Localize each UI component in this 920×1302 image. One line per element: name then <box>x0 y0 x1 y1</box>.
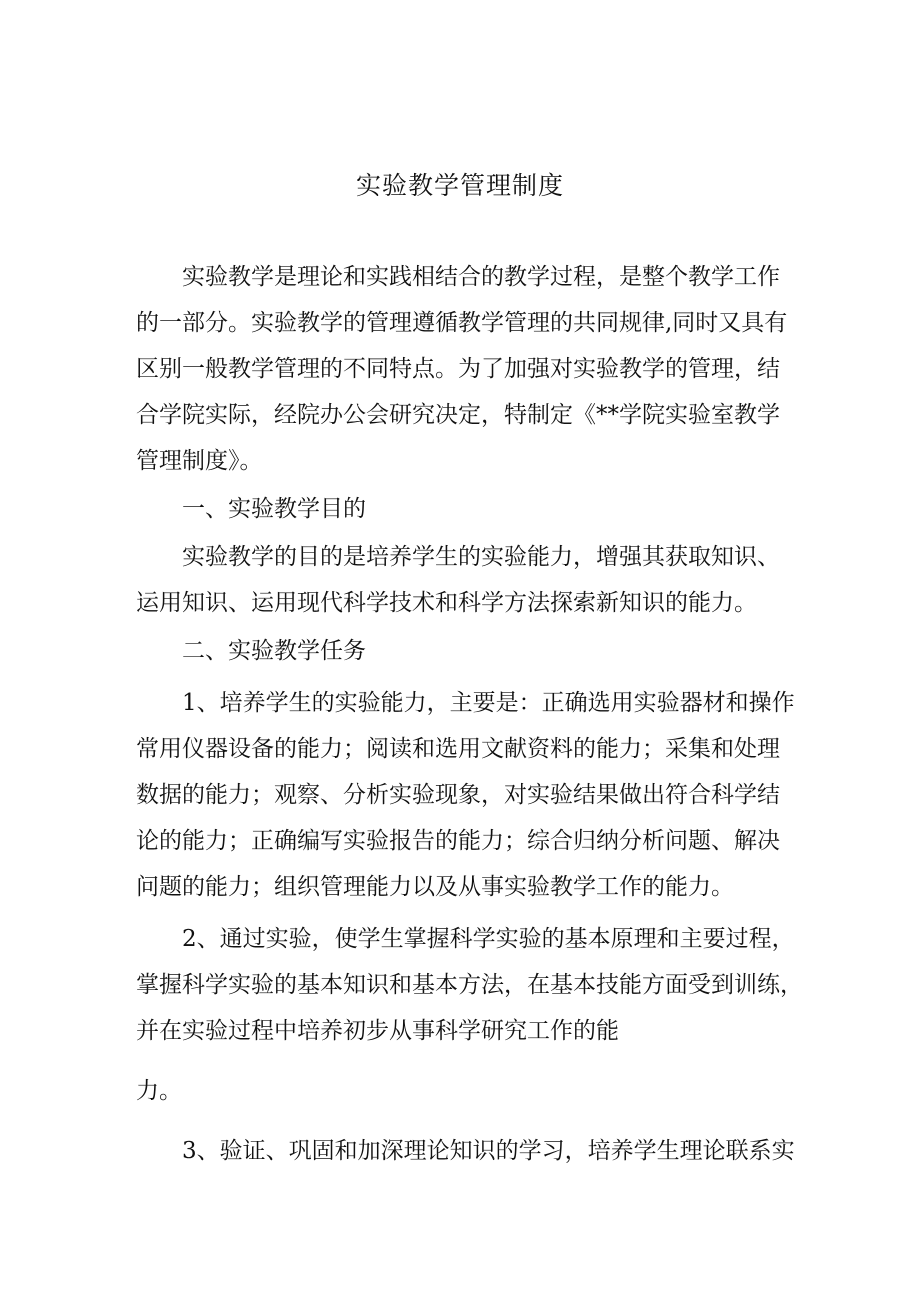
paragraph-line: 管理制度》。 <box>136 448 263 474</box>
document-body <box>136 254 803 1174</box>
section-heading: 二、实验教学任务 <box>182 638 366 664</box>
paragraph-line: 力。 <box>136 1078 182 1104</box>
paragraph-line: 论的能力；正确编写实验报告的能力；综合归纳分析问题、解决 <box>136 828 780 854</box>
section-heading: 一、实验教学目的 <box>182 496 366 522</box>
document-title: 实验教学管理制度 <box>355 171 564 200</box>
paragraph-line: 实验教学是理论和实践相结合的教学过程，是整个教学工作 <box>182 264 780 290</box>
paragraph-line: 实验教学的目的是培养学生的实验能力，增强其获取知识、 <box>182 544 780 570</box>
paragraph-line: 合学院实际，经院办公会研究决定，特制定《**学院实验室教学 <box>136 402 780 428</box>
paragraph-line: 1、培养学生的实验能力，主要是：正确选用实验器材和操作 <box>182 690 795 716</box>
paragraph-line: 2、通过实验，使学生掌握科学实验的基本原理和主要过程， <box>182 926 795 952</box>
paragraph-line: 运用知识、运用现代科学技术和科学方法探索新知识的能力。 <box>136 590 757 616</box>
paragraph-line: 掌握科学实验的基本知识和基本方法，在基本技能方面受到训练， <box>136 972 803 998</box>
paragraph-line: 数据的能力；观察、分析实验现象，对实验结果做出符合科学结 <box>136 782 780 808</box>
paragraph-line: 常用仪器设备的能力；阅读和选用文献资料的能力；采集和处理 <box>136 736 780 762</box>
paragraph-line: 并在实验过程中培养初步从事科学研究工作的能 <box>136 1018 619 1044</box>
paragraph-line: 3、验证、巩固和加深理论知识的学习，培养学生理论联系实 <box>182 1138 795 1164</box>
paragraph-line: 问题的能力；组织管理能力以及从事实验教学工作的能力。 <box>136 874 734 900</box>
paragraph-line: 的一部分。实验教学的管理遵循教学管理的共同规律,同时又具有 <box>136 310 788 336</box>
paragraph-line: 区别一般教学管理的不同特点。为了加强对实验教学的管理，结 <box>136 356 780 382</box>
